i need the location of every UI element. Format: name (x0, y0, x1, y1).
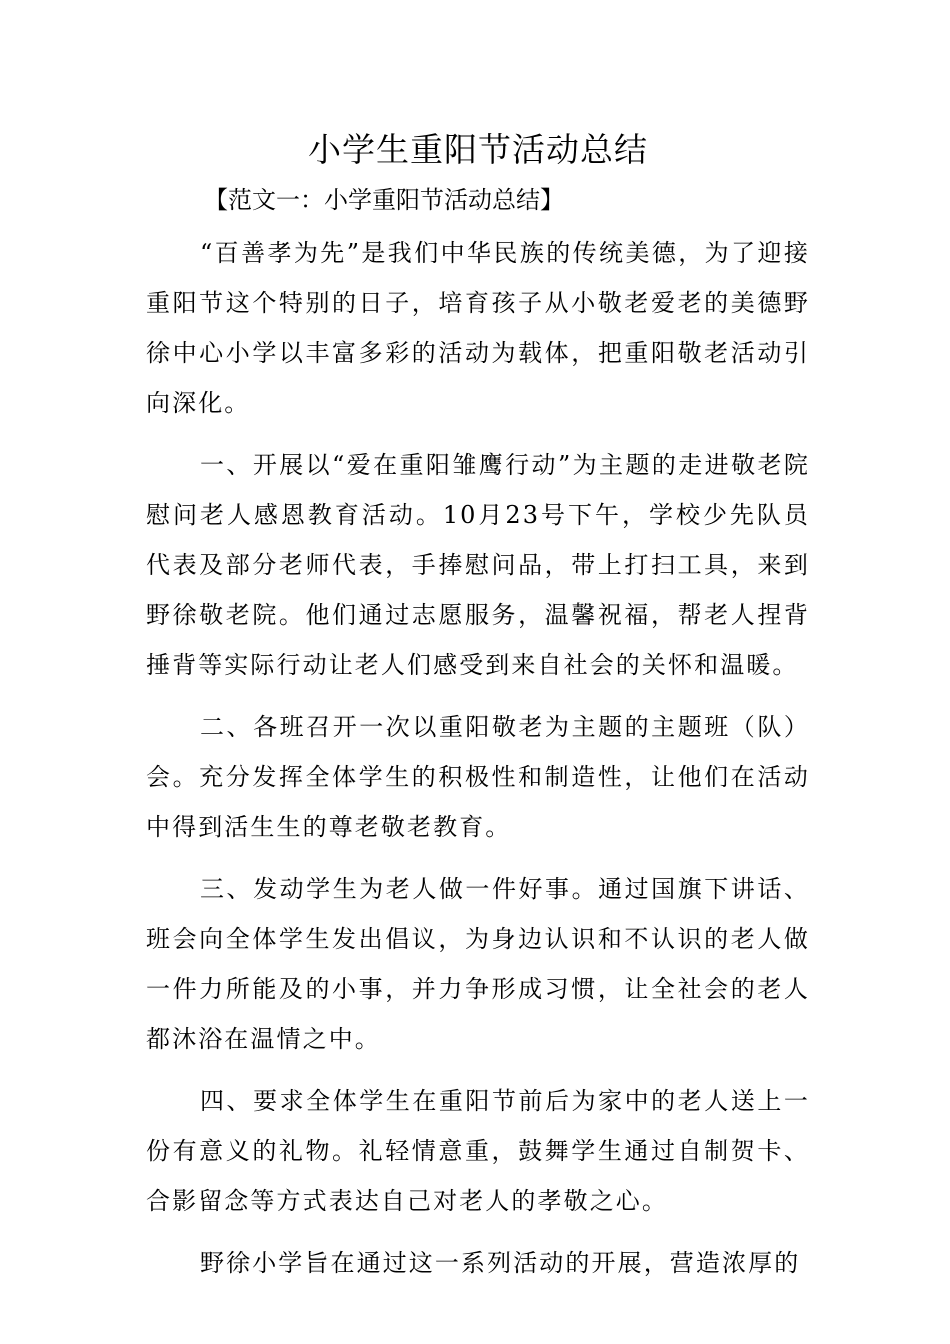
paragraph-intro: “百善孝为先”是我们中华民族的传统美德，为了迎接重阳节这个特别的日子，培育孩子从小敬老爱老的美德野徐中心小学以丰富多彩的活动为载体，把重阳敬老活动引向深化。 (146, 239, 810, 417)
paragraph-item-4: 四、要求全体学生在重阳节前后为家中的老人送上一份有意义的礼物。礼轻情意重，鼓舞学生通过自制贺卡、合影留念等方式表达自己对老人的孝敬之心。 (146, 1087, 810, 1215)
document-subtitle: 【范文一：小学重阳节活动总结】 (204, 186, 564, 214)
paragraph-conclusion: 野徐小学旨在通过这一系列活动的开展，营造浓厚的 (200, 1249, 801, 1277)
document-title: 小学生重阳节活动总结 (308, 130, 648, 169)
paragraph-item-1: 一、开展以“爱在重阳雏鹰行动”为主题的走进敬老院慰问老人感恩教育活动。10月23号下午，学校少先队员代表及部分老师代表，手捧慰问品，带上打扫工具，来到野徐敬老院。他们通过志愿服务，温馨祝福，帮老人捏背捶背等实际行动让老人们感受到来自社会的关怀和温暖。 (146, 451, 810, 679)
document-page (146, 122, 810, 1300)
paragraph-item-3: 三、发动学生为老人做一件好事。通过国旗下讲话、班会向全体学生发出倡议，为身边认识和不认识的老人做一件力所能及的小事，并力争形成习惯，让全社会的老人都沐浴在温情之中。 (146, 875, 810, 1053)
document-body (146, 228, 810, 1288)
paragraph-item-2: 二、各班召开一次以重阳敬老为主题的主题班（队）会。充分发挥全体学生的积极性和制造性，让他们在活动中得到活生生的尊老敬老教育。 (146, 713, 810, 841)
